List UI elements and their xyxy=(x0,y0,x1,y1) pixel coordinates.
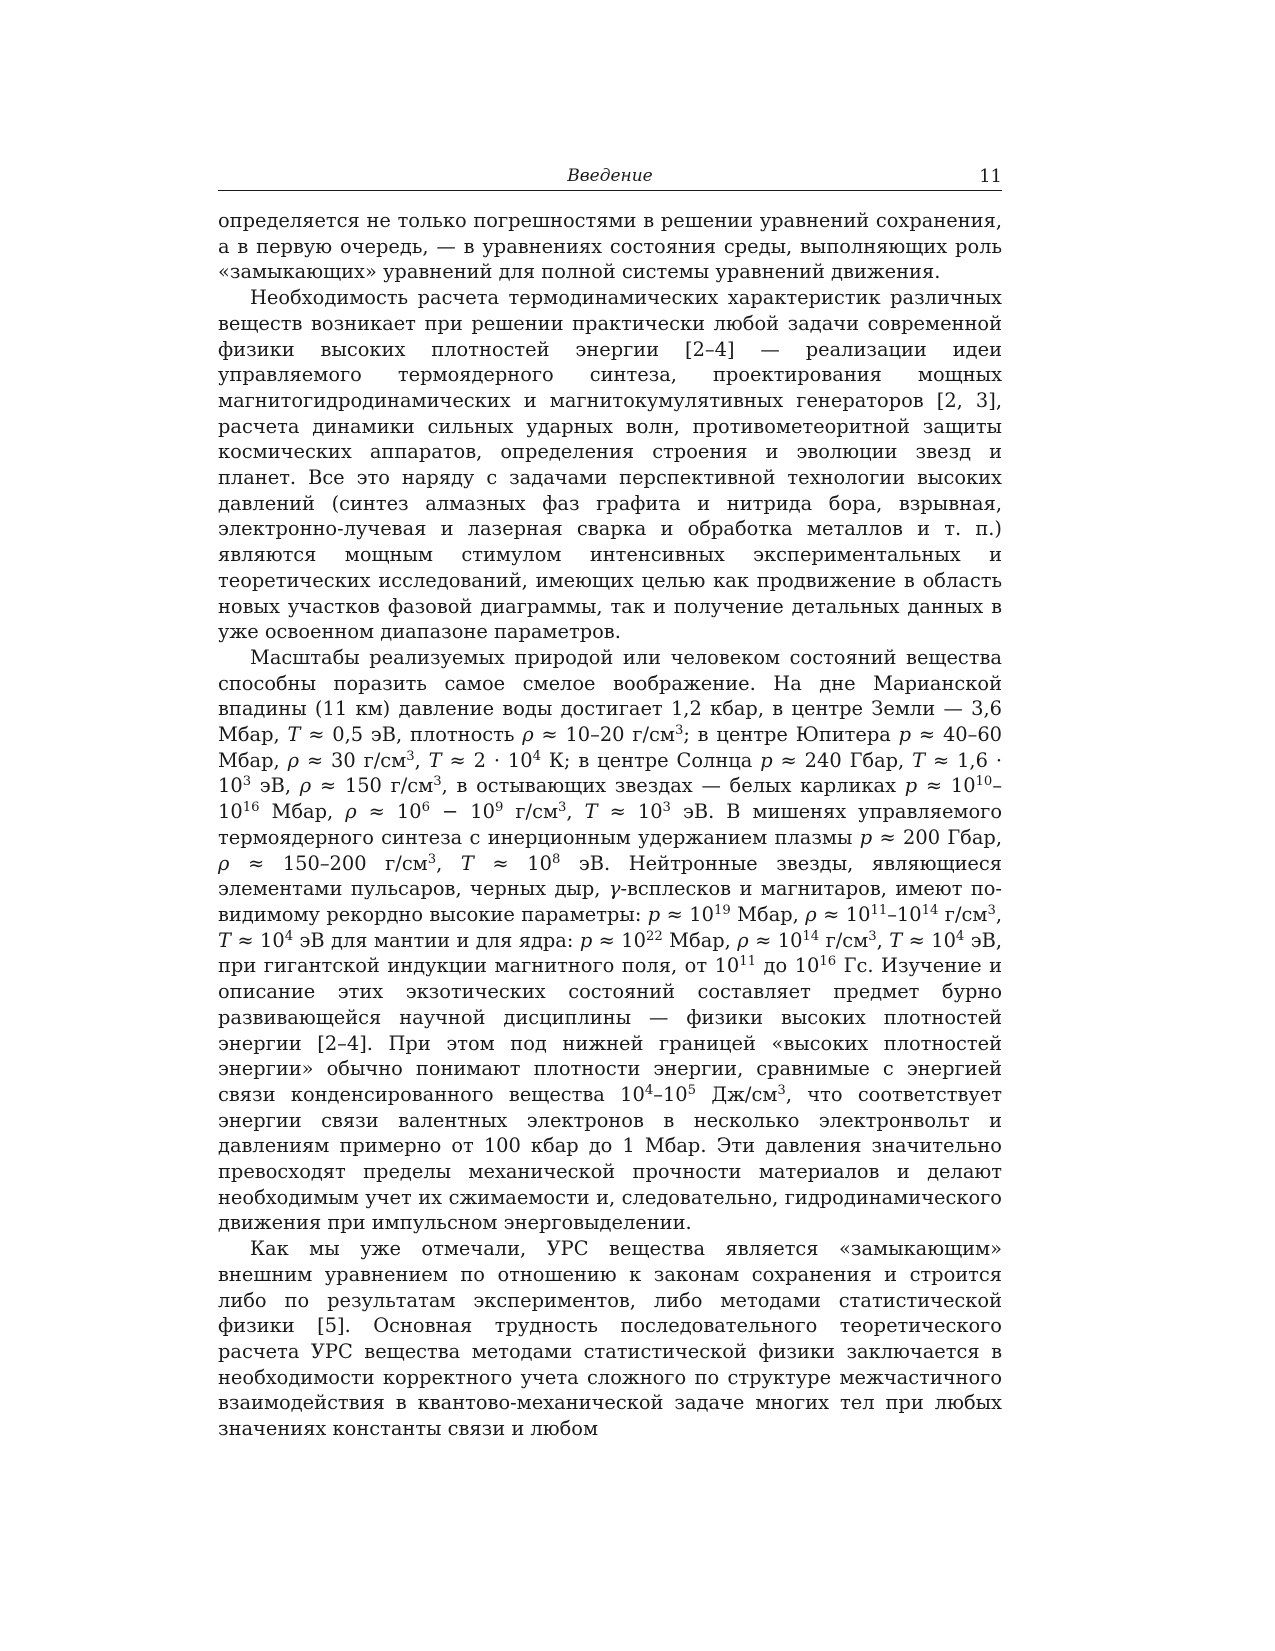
body-text xyxy=(218,208,1002,1442)
running-header xyxy=(218,164,1002,191)
page-number: 11 xyxy=(979,166,1002,187)
paragraph-1: определяется не только погрешностями в решении уравнений сохранения, а в первую очередь, — в уравнениях состояния среды, выполняющих роль «замыкающих» уравнений для полной системы уравнений движения. xyxy=(218,209,1002,284)
paragraph-4: Как мы уже отмечали, УРС вещества является «замыкающим» внешним уравнением по отношению к законам сохранения и строится либо по результатам экспериментов, либо методами статистической физики [5]. Основная трудность последовательного теоретического расчета УРС вещества методами статистической физики заключается в необходимости корректного учета сложного по структуре межчастичного взаимодействия в квантово-механической задаче многих тел при любых значениях константы связи и любом xyxy=(218,1237,1002,1441)
paragraph-3: Масштабы реализуемых природой или человеком состояний вещества способны поразить самое смелое воображение. На дне Марианской впадины (11 км) давление воды достигает 1,2 кбар, в центре Земли — 3,6 Мбар, T ≈ 0,5 эВ, плотность ρ ≈ 10–20 $г/см^3$; в центре Юпитера p ≈ 40–60 Мбар, ρ ≈ 30 $г/см^3$, $T \approx 2 \cdot 10^4$ К; в центре Солнца p ≈ 240 Гбар, $T \approx 1,6 \cdot 10^3$ эВ, ρ ≈ 150 $г/см^3$, в остывающих звездах — белых карликах $p \approx 10^{10}-10^{16}$ Мбар, $\rho \approx 10^6 - 10^9$ $г/см^3$, $T \approx 10^3$ эВ. В мишенях управляемого термоядерного синтеза с инерционным удержанием плазмы p ≈ 200 Гбар, ρ ≈ 150–200 $г/см^3$, $T \approx 10^8$ эВ. Нейтронные звезды, являющиеся элементами пульсаров, черных дыр, γ-всплесков и магнитаров, имеют по-видимому рекордно высокие параметры: $p \approx 10^{19}$ Мбар, $\rho \approx 10^{11}-10^{14}$ $г/см^3$, $T \approx 10^4$ эВ для мантии и для ядра: $p \approx 10^{22}$ Мбар, $\rho \approx 10^{14}$ $г/см^3$, $T \approx 10^4$ эВ, при гигантской индукции магнитного поля, от $10^{11}$ до $10^{16}$ Гс. Изучение и описание этих экзотических состояний составляет предмет бурно развивающейся научной дисциплины — физики высоких плотностей энергии [2–4]. При этом под нижней границей «высоких плотностей энергии» обычно понимают плотности энергии, сравнимые с энергией связи конденсированного вещества $10^4-10^5$ $Дж/см^3$, что соответствует энергии связи валентных электронов в несколько электронвольт и давлениям примерно от 100 кбар до 1 Мбар. Эти давления значительно превосходят пределы механической прочности материалов и делают необходимым учет их сжимаемости и, следовательно, гидродинамического движения при импульсном энерговыделении. xyxy=(218,645,1003,1235)
paragraph-2: Необходимость расчета термодинамических характеристик различных веществ возникает при решении практически любой задачи современной физики высоких плотностей энергии [2–4] — реализации идеи управляемого термоядерного синтеза, проектирования мощных магнитогидродинамических и магнитокумулятивных генераторов [2, 3], расчета динамики сильных ударных волн, противометеоритной защиты космических аппаратов, определения строения и эволюции звезд и планет. Все это наряду с задачами перспективной технологии высоких давлений (синтез алмазных фаз графита и нитрида бора, взрывная, электронно-лучевая и лазерная сварка и обработка металлов и т. п.) являются мощным стимулом интенсивных экспериментальных и теоретических исследований, имеющих целью как продвижение в область новых участков фазовой диаграммы, так и получение детальных данных в уже освоенном диапазоне параметров. xyxy=(218,286,1002,644)
header-title: Введение xyxy=(567,166,653,186)
